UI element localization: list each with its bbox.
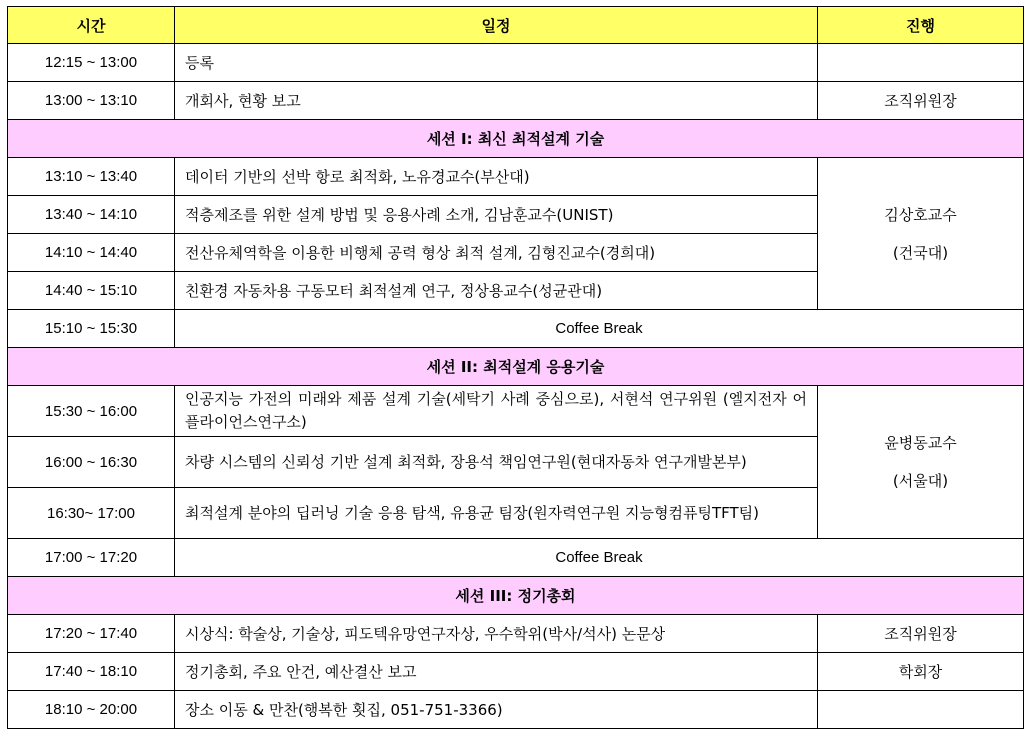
time-cell: 16:00 ~ 16:30 xyxy=(8,437,175,488)
session-title: 세션 III: 정기총회 xyxy=(8,577,1024,615)
host-cell: 조직위원장 xyxy=(818,615,1024,653)
time-cell: 15:30 ~ 16:00 xyxy=(8,386,175,437)
time-cell: 15:10 ~ 15:30 xyxy=(8,310,175,348)
time-cell: 16:30~ 17:00 xyxy=(8,488,175,539)
table-row xyxy=(8,386,1024,437)
schedule-cell: 데이터 기반의 선박 항로 최적화, 노유경교수(부산대) xyxy=(175,158,818,196)
table-row xyxy=(8,44,1024,82)
header-host: 진행 xyxy=(818,7,1024,44)
host-name: 윤병동교수 xyxy=(884,434,957,452)
coffee-break: Coffee Break xyxy=(175,310,1024,348)
table-row xyxy=(8,158,1024,196)
time-cell: 17:00 ~ 17:20 xyxy=(8,539,175,577)
break-row xyxy=(8,310,1024,348)
time-cell: 13:00 ~ 13:10 xyxy=(8,82,175,120)
table-row xyxy=(8,691,1024,729)
session-host-cell xyxy=(818,158,1024,310)
host-affiliation: (건국대) xyxy=(892,243,949,262)
schedule-cell: 차량 시스템의 신뢰성 기반 설계 최적화, 장용석 책임연구원(현대자동차 연구개발본부) xyxy=(175,437,818,488)
schedule-cell: 시상식: 학술상, 기술상, 피도텍유망연구자상, 우수학위(박사/석사) 논문상 xyxy=(175,615,818,653)
host-affiliation: (서울대) xyxy=(892,472,949,490)
time-cell: 14:40 ~ 15:10 xyxy=(8,272,175,310)
session-row xyxy=(8,348,1024,386)
session-row xyxy=(8,577,1024,615)
session-title: 세션 I: 최신 최적설계 기술 xyxy=(8,120,1024,158)
host-cell xyxy=(818,691,1024,729)
time-cell: 17:40 ~ 18:10 xyxy=(8,653,175,691)
header-schedule: 일정 xyxy=(175,7,818,44)
schedule-cell: 정기총회, 주요 안건, 예산결산 보고 xyxy=(175,653,818,691)
schedule-cell: 장소 이동 & 만찬(행복한 횟집, 051-751-3366) xyxy=(175,691,818,729)
table-row xyxy=(8,653,1024,691)
host-name: 김상호교수 xyxy=(884,205,957,224)
host-cell xyxy=(818,44,1024,82)
header-time: 시간 xyxy=(8,7,175,44)
host-cell: 학회장 xyxy=(818,653,1024,691)
session-row xyxy=(8,120,1024,158)
time-cell: 13:40 ~ 14:10 xyxy=(8,196,175,234)
table-row xyxy=(8,615,1024,653)
time-cell: 13:10 ~ 13:40 xyxy=(8,158,175,196)
time-cell: 12:15 ~ 13:00 xyxy=(8,44,175,82)
schedule-cell: 적층제조를 위한 설계 방법 및 응용사례 소개, 김남훈교수(UNIST) xyxy=(175,196,818,234)
time-cell: 18:10 ~ 20:00 xyxy=(8,691,175,729)
header-row xyxy=(8,7,1024,44)
table-row xyxy=(8,82,1024,120)
host-cell: 조직위원장 xyxy=(818,82,1024,120)
session-host-cell xyxy=(818,386,1024,539)
schedule-cell: 개회사, 현황 보고 xyxy=(175,82,818,120)
schedule-cell: 친환경 자동차용 구동모터 최적설계 연구, 정상용교수(성균관대) xyxy=(175,272,818,310)
schedule-cell: 등록 xyxy=(175,44,818,82)
coffee-break: Coffee Break xyxy=(175,539,1024,577)
schedule-cell: 전산유체역학을 이용한 비행체 공력 형상 최적 설계, 김형진교수(경희대) xyxy=(175,234,818,272)
schedule-table xyxy=(7,6,1024,729)
break-row xyxy=(8,539,1024,577)
session-title: 세션 II: 최적설계 응용기술 xyxy=(8,348,1024,386)
schedule-cell: 인공지능 가전의 미래와 제품 설계 기술(세탁기 사례 중심으로), 서현석 연구위원 (엘지전자 어플라이언스연구소) xyxy=(175,386,818,437)
schedule-cell: 최적설계 분야의 딥러닝 기술 응용 탐색, 유용균 팀장(원자력연구원 지능형컴퓨팅TFT팀) xyxy=(175,488,818,539)
time-cell: 14:10 ~ 14:40 xyxy=(8,234,175,272)
time-cell: 17:20 ~ 17:40 xyxy=(8,615,175,653)
